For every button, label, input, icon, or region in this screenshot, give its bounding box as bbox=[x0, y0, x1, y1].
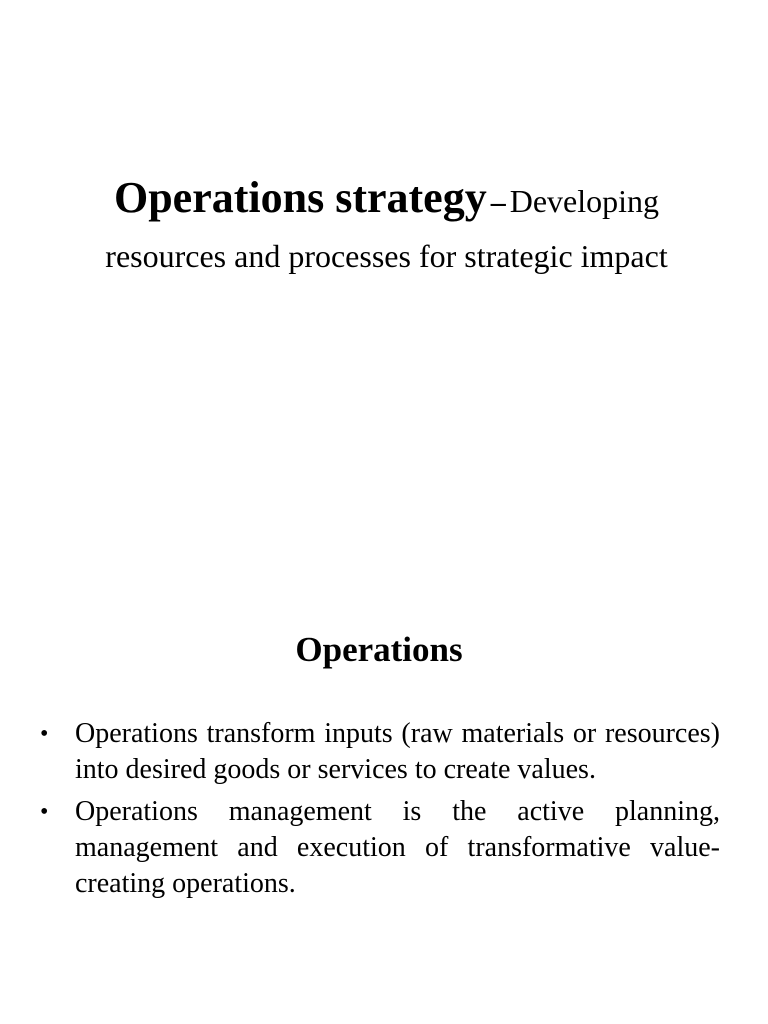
title-main: Operations strategy bbox=[113, 173, 487, 222]
title-subtitle-part1: Developing bbox=[509, 183, 659, 219]
section-heading: Operations bbox=[295, 630, 463, 669]
bullet-dot-icon: • bbox=[40, 799, 49, 825]
bullet-text: Operations management is the active planning, management and execution of transformative value-creating operations. bbox=[75, 796, 720, 899]
bullet-list bbox=[40, 716, 720, 908]
bullet-dot-icon: • bbox=[40, 721, 49, 747]
title-block bbox=[40, 174, 733, 280]
title-subtitle-part2: resources and processes for strategic impact bbox=[105, 238, 668, 274]
bullet-item bbox=[40, 794, 720, 902]
bullet-text: Operations transform inputs (raw materials or resources) into desired goods or services to create values. bbox=[75, 718, 720, 785]
bullet-item bbox=[40, 716, 720, 788]
title-dash: – bbox=[490, 186, 506, 219]
